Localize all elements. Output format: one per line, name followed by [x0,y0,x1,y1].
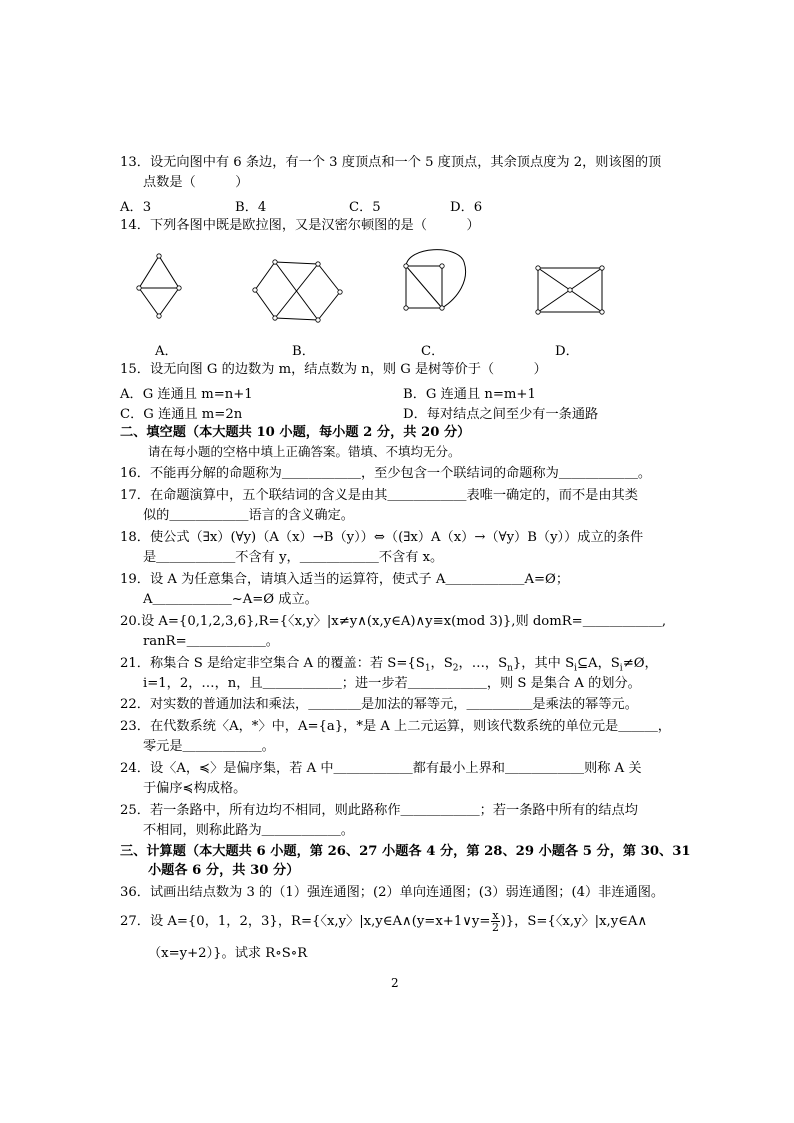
q24-line2: 于偏序≼构成格。 [143,781,247,796]
q15-option-a: A．G 连通且 m=n+1 [120,387,253,402]
q14-text: 14．下列各图中既是欧拉图，又是汉密尔顿图的是（ ） [120,218,480,233]
q22-text: 22．对实数的普通加法和乘法，＿＿＿＿是加法的幂等元，＿＿＿＿＿是乘法的幂等元。 [120,697,638,712]
q13-line2: 点数是（ ） [143,175,249,190]
graph-d-figure [530,246,610,326]
section3-line2: 小题各 6 分，共 30 分） [148,863,300,878]
q17-line1: 17．在命题演算中，五个联结词的含义是由其＿＿＿＿＿＿表唯一确定的，而不是由其类 [120,488,638,503]
q13-option-d: D．6 [450,200,483,215]
q36-text: 36．试画出结点数为 3 的（1）强连通图；(2）单向连通图；(3）弱连通图；(4）非连通图。 [120,885,665,900]
q27-line1: 27．设 A={0，1，2，3}，R={〈x,y〉|x,y∈A∧(y=x+1∨y= $\frac{x}{2}$ )}，S={〈x,y〉|x,y∈A∧ [120,909,648,934]
section2-instruction: 请在每小题的空格中填上正确答案。错填、不填均无分。 [148,444,461,459]
q16-text: 16．不能再分解的命题称为＿＿＿＿＿＿，至少包含一个联结词的命题称为＿＿＿＿＿＿。 [120,466,652,481]
graph-c-label: C． [421,344,445,359]
q13-line1: 13．设无向图中有 6 条边，有一个 3 度顶点和一个 5 度顶点，其余顶点度为 2，则该图的顶 [120,155,662,170]
q15-option-b: B．G 连通且 n=m+1 [403,387,536,402]
q15-option-d: D．每对结点之间至少有一条通路 [403,407,599,422]
q17-line2: 似的＿＿＿＿＿＿语言的含义确定。 [143,508,354,523]
graph-b-figure [248,246,358,326]
q21-line1: 21．称集合 S 是给定非空集合 A 的覆盖：若 $S=\{S_1$，$S_2$，…，$S_n$}，其中 $S_i⊆A$，$S_i\ne Ø$， [120,656,658,674]
section2-title: 二、填空题（本大题共 10 小题，每小题 2 分，共 20 分） [120,425,471,440]
q23-line1: 23．在代数系统〈A，*〉中，A={a}，*是 A 上二元运算，则该代数系统的单位元是＿＿＿， [120,719,671,734]
q23-line2: 零元是＿＿＿＿＿＿。 [143,739,275,754]
q27-fraction: $\frac{x}{2}$ [491,909,499,934]
graph-d-label: D． [555,344,579,359]
q13-option-c: C．5 [349,200,381,215]
page-number: 2 [391,976,399,990]
q18-line2: 是＿＿＿＿＿＿不含有 y，＿＿＿＿＿＿不含有 x。 [143,550,444,565]
q25-line1: 25．若一条路中，所有边均不相同，则此路称作＿＿＿＿＿＿；若一条路中所有的结点均 [120,803,638,818]
q25-line2: 不相同，则称此路为＿＿＿＿＿＿。 [143,823,354,838]
q15-text: 15．设无向图 G 的边数为 m，结点数为 n，则 G 是树等价于（ ） [120,362,547,377]
q18-line1: 18．使公式（∃x）(∀y)（A（x）→B（y））⇔（(∃x）A（x）→（∀y）B（y））成立的条件 [120,530,644,545]
graph-a-figure [132,246,192,326]
q19-line1: 19．设 A 为任意集合，请填入适当的运算符，使式子 A＿＿＿＿＿＿A=Ø； [120,572,570,587]
q21-line2: i=1，2，…，n，且＿＿＿＿＿＿；进一步若＿＿＿＿＿＿，则 S 是集合 A 的划分。 [143,676,641,691]
q24-line1: 24．设〈A，≼〉是偏序集，若 A 中＿＿＿＿＿＿都有最小上界和＿＿＿＿＿＿则称 A 关 [120,761,642,776]
q15-option-c: C．G 连通且 m=2n [120,407,243,422]
q20-line1: 20.设 A={0,1,2,3,6},R={〈x,y〉|x≠y∧(x,y∈A)∧y≡x(mod 3)},则 domR=＿＿＿＿＿＿, [120,614,667,629]
graph-a-label: A． [155,344,178,359]
graph-b-label: B． [292,344,315,359]
graph-c-figure [398,246,478,326]
q19-line2: A＿＿＿＿＿＿~A=Ø 成立。 [143,592,318,607]
q13-option-a: A．3 [120,200,152,215]
q27-line2: （x=y+2）}。试求 R∘S∘R [148,946,308,961]
q13-option-b: B．4 [235,200,267,215]
q20-line2: ranR=＿＿＿＿＿＿。 [143,634,279,649]
section3-line1: 三、计算题（本大题共 6 小题，第 26、27 小题各 4 分，第 28、29 小题各 5 分，第 30、31 [120,844,691,859]
